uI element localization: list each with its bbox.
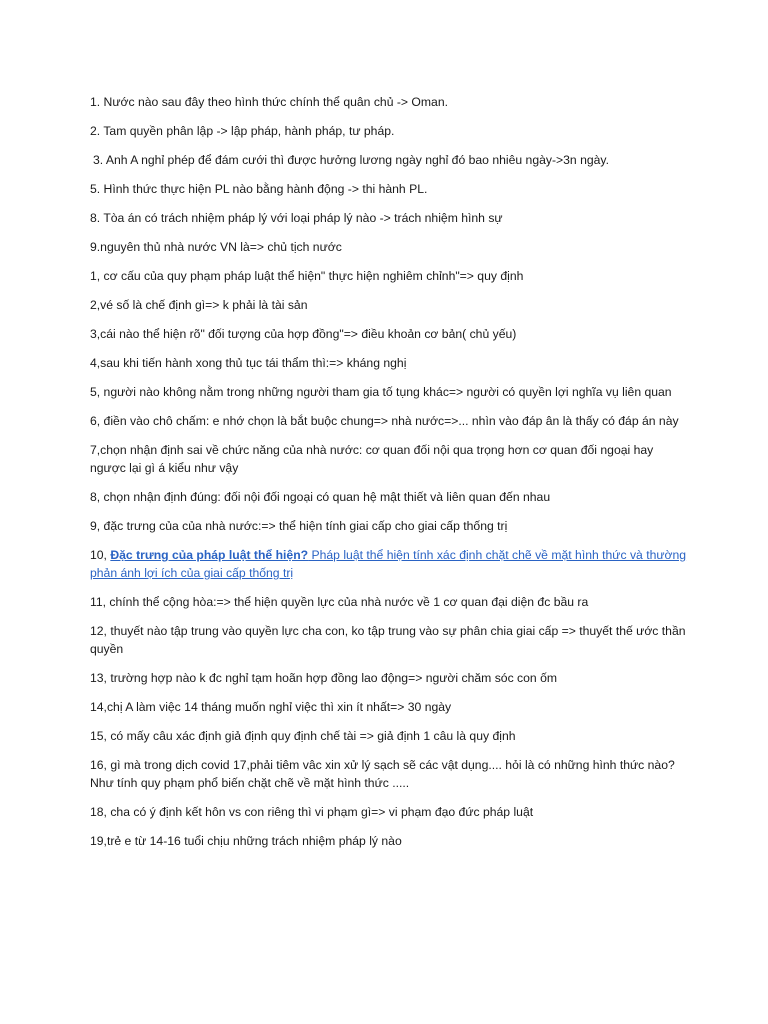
paragraph-18: 12, thuyết nào tập trung vào quyền lực cha con, ko tập trung vào sự phân chia giai cấp => thuyết thế ước thần quyền (90, 624, 686, 656)
paragraph-8: 2,vé số là chế định gì=> k phải là tài sản (90, 298, 308, 312)
paragraph-11: 5, người nào không nằm trong những người tham gia tố tụng khác=> người có quyền lợi nghĩa vụ liên quan (90, 385, 672, 399)
paragraph-1: 1. Nước nào sau đây theo hình thức chính thể quân chủ -> Oman. (90, 95, 448, 109)
paragraph-23: 18, cha có ý định kết hôn vs con riêng thì vi phạm gì=> vi phạm đạo đức pháp luật (90, 805, 534, 819)
paragraph-6: 9.nguyên thủ nhà nước VN là=> chủ tịch nước (90, 240, 342, 254)
paragraph-5: 8. Tòa án có trách nhiệm pháp lý với loại pháp lý nào -> trách nhiệm hình sự (90, 211, 503, 225)
item-10-question-link[interactable]: Đặc trưng của pháp luật thể hiện? (110, 548, 309, 562)
paragraph-3: 3. Anh A nghỉ phép để đám cưới thì được hưởng lương ngày nghỉ đó bao nhiêu ngày->3n ngày. (93, 153, 610, 167)
paragraph-21: 15, có mấy câu xác định giả định quy định chế tài => giả định 1 câu là quy định (90, 729, 516, 743)
document-body (90, 93, 690, 861)
paragraph-20: 14,chị A làm việc 14 tháng muốn nghỉ việc thì xin ít nhất=> 30 ngày (90, 700, 452, 714)
paragraph-10: 4,sau khi tiến hành xong thủ tục tái thẩm thì:=> kháng nghị (90, 356, 407, 370)
item-10-prefix: 10, (90, 548, 111, 562)
paragraph-7: 1, cơ cấu của quy phạm pháp luật thể hiện" thực hiện nghiêm chỉnh"=> quy định (90, 269, 524, 283)
paragraph-12: 6, điền vào chô chấm: e nhớ chọn là bắt buộc chung=> nhà nước=>... nhìn vào đáp ân là thấy có đáp án này (90, 414, 679, 428)
paragraph-4: 5. Hình thức thực hiện PL nào bằng hành động -> thi hành PL. (90, 182, 428, 196)
paragraph-17: 11, chính thể cộng hòa:=> thể hiện quyền lực của nhà nước về 1 cơ quan đại diện đc bầu ra (90, 595, 589, 609)
paragraph-13: 7,chọn nhận định sai về chức năng của nhà nước: cơ quan đối nội qua trọng hơn cơ quan đối ngoại hay ngược lại gì á kiểu như vậy (90, 443, 654, 475)
paragraph-item-10 (90, 546, 690, 582)
paragraph-2: 2. Tam quyền phân lập -> lập pháp, hành pháp, tư pháp. (90, 124, 395, 138)
paragraph-22: 16, gì mà trong dịch covid 17,phải tiêm vâc xin xử lý sạch sẽ các vật dụng.... hỏi là có những hình thức nào? Như tính quy phạm phổ biến chặt chẽ về mặt hình thức ..... (90, 758, 675, 790)
paragraph-14: 8, chọn nhận định đúng: đối nội đối ngoại có quan hệ mật thiết và liên quan đến nhau (90, 490, 551, 504)
paragraph-24: 19,trẻ e từ 14-16 tuổi chịu những trách nhiệm pháp lý nào (90, 834, 402, 848)
paragraph-15: 9, đặc trưng của của nhà nước:=> thể hiện tính giai cấp cho giai cấp thống trị (90, 519, 508, 533)
item-10-answer-link[interactable]: Pháp luật thể hiện tính xác định chặt chẽ về mặt hình thức và thường phản ánh lợi ích của giai cấp thống trị (90, 548, 687, 580)
paragraph-9: 3,cái nào thể hiện rõ" đối tượng của hợp đồng"=> điều khoản cơ bản( chủ yếu) (90, 327, 517, 341)
paragraph-19: 13, trường hợp nào k đc nghỉ tạm hoãn hợp đồng lao động=> người chăm sóc con ốm (90, 671, 558, 685)
